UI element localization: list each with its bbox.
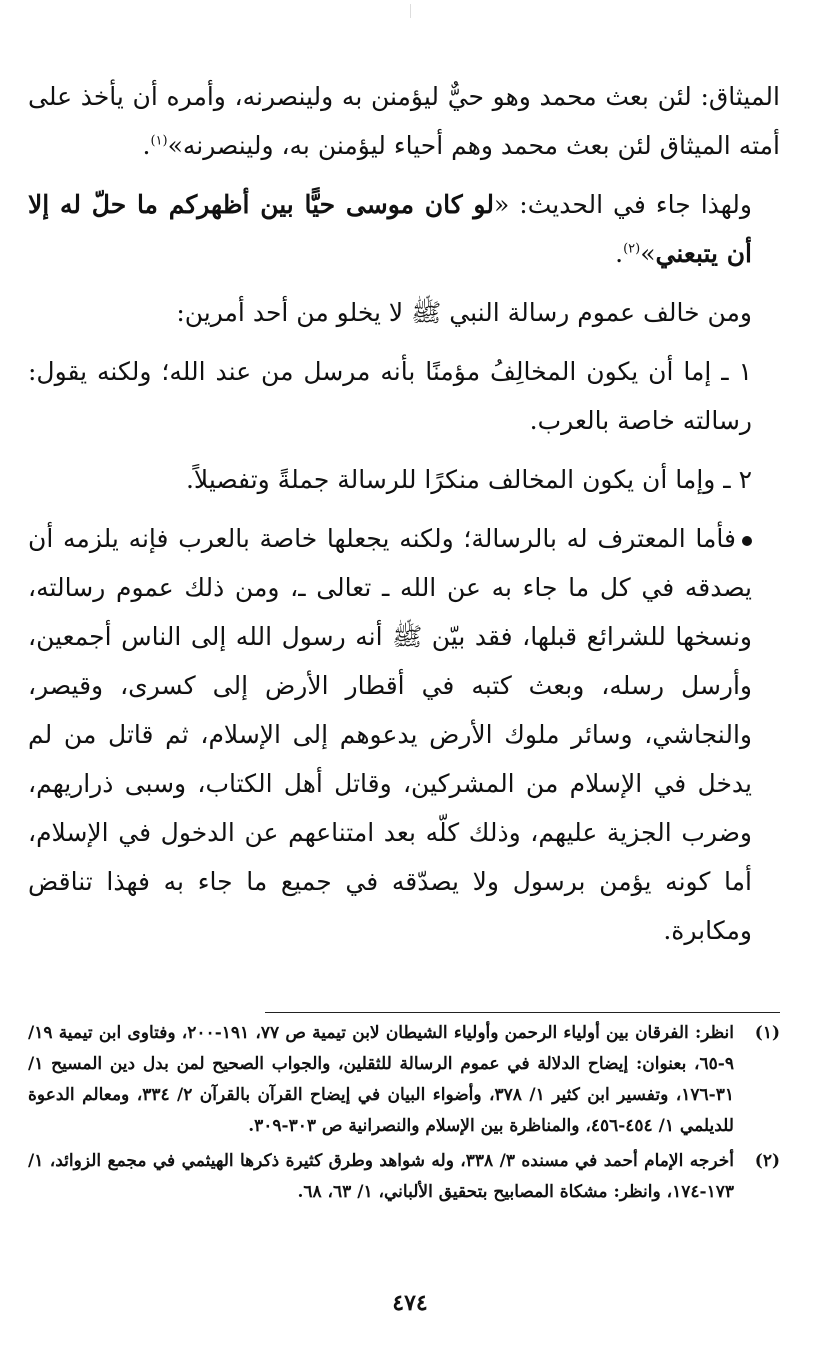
top-edge-mark xyxy=(410,4,411,18)
bullet-icon xyxy=(742,536,752,546)
footnote-divider xyxy=(265,1012,780,1013)
paragraph-hadith xyxy=(28,180,780,278)
footnotes xyxy=(28,1018,780,1212)
main-text xyxy=(28,72,780,965)
paragraph-case-two: ٢ ـ وإما أن يكون المخالف منكرًا للرسالة جملةً وتفصيلاً. xyxy=(185,465,752,494)
page-number: ٤٧٤ xyxy=(392,1290,428,1316)
paragraph-two-cases: ومن خالف عموم رسالة النبي ﷺ لا يخلو من أحد أمرين: xyxy=(176,298,752,327)
paragraph-covenant-end: . xyxy=(142,131,151,160)
paragraph-acknowledger-text: فأما المعترف له بالرسالة؛ ولكنه يجعلها خاصة بالعرب فإنه يلزمه أن يصدقه في كل ما جاء به عن الله ـ تعالى ـ، ومن ذلك عموم رسالته، ونسخها للشرائع قبلها، فقد بيّن ﷺ أنه رسول الله إلى الناس أجمعين، وأرسل رسله، وبعث كتبه في أقطار الأرض إلى كسرى، وقيصر، والنجاشي، وسائر ملوك الأرض يدعوهم إلى الإسلام، ثم قاتل من لم يدخل في الإسلام من المشركين، وقاتل أهل الكتاب، وسبى ذراريهم، وضرب الجزية عليهم، وذلك كلّه بعد امتناعهم عن الدخول في الإسلام، أما كونه يؤمن برسول ولا يصدّقه في جميع ما جاء به فهذا تناقض ومكابرة. xyxy=(28,524,752,945)
paragraph-hadith-end: . xyxy=(615,239,624,268)
hadith-close-quote: » xyxy=(640,239,656,268)
footnote-number: (١) xyxy=(754,1023,780,1043)
footnote-item xyxy=(28,1146,780,1208)
paragraph-acknowledger xyxy=(28,514,780,955)
footnote-ref-2[interactable]: (٢) xyxy=(623,241,641,257)
footnote-item xyxy=(28,1018,780,1142)
footnote-number: (٢) xyxy=(754,1151,780,1171)
paragraph-covenant xyxy=(28,72,780,170)
footnote-text: انظر: الفرقان بين أولياء الرحمن وأولياء الشيطان لابن تيمية ص ٧٧، ١٩١-٢٠٠، وفتاوى ابن تيمية ١٩/ ٩-٦٥، بعنوان: إيضاح الدلالة في عموم الرسالة للثقلين، والجواب الصحيح لمن بدل دين المسيح ١/ ٣١-١٧٦، وتفسير ابن كثير ١/ ٣٧٨، وأضواء البيان في إيضاح القرآن بالقرآن ٢/ ٣٣٤، ومعالم الدعوة للديلمي ١/ ٤٥٤-٤٥٦، والمناظرة بين الإسلام والنصرانية ص ٣٠٣-٣٠٩. xyxy=(28,1023,735,1136)
hadith-quote: لو كان موسى حيًّا بين أظهركم ما حلّ له إلا أن يتبعني xyxy=(28,190,752,268)
paragraph-covenant-text: الميثاق: لئن بعث محمد وهو حيٌّ ليؤمنن به ولينصرنه، وأمره أن يأخذ على أمته الميثاق لئن بعث محمد وهم أحياء ليؤمنن به، ولينصرنه» xyxy=(28,82,780,160)
footnote-ref-1[interactable]: (١) xyxy=(150,133,168,149)
paragraph-hadith-lead: ولهذا جاء في الحديث: « xyxy=(493,190,752,219)
footnote-text: أخرجه الإمام أحمد في مسنده ٣/ ٣٣٨، وله شواهد وطرق كثيرة ذكرها الهيثمي في مجمع الزوائد، ١/ ١٧٣-١٧٤، وانظر: مشكاة المصابيح بتحقيق الألباني، ١/ ٦٣، ٦٨. xyxy=(28,1151,734,1202)
paragraph-case-one: ١ ـ إما أن يكون المخالِفُ مؤمنًا بأنه مرسل من عند الله؛ ولكنه يقول: رسالته خاصة بالعرب. xyxy=(28,357,752,435)
